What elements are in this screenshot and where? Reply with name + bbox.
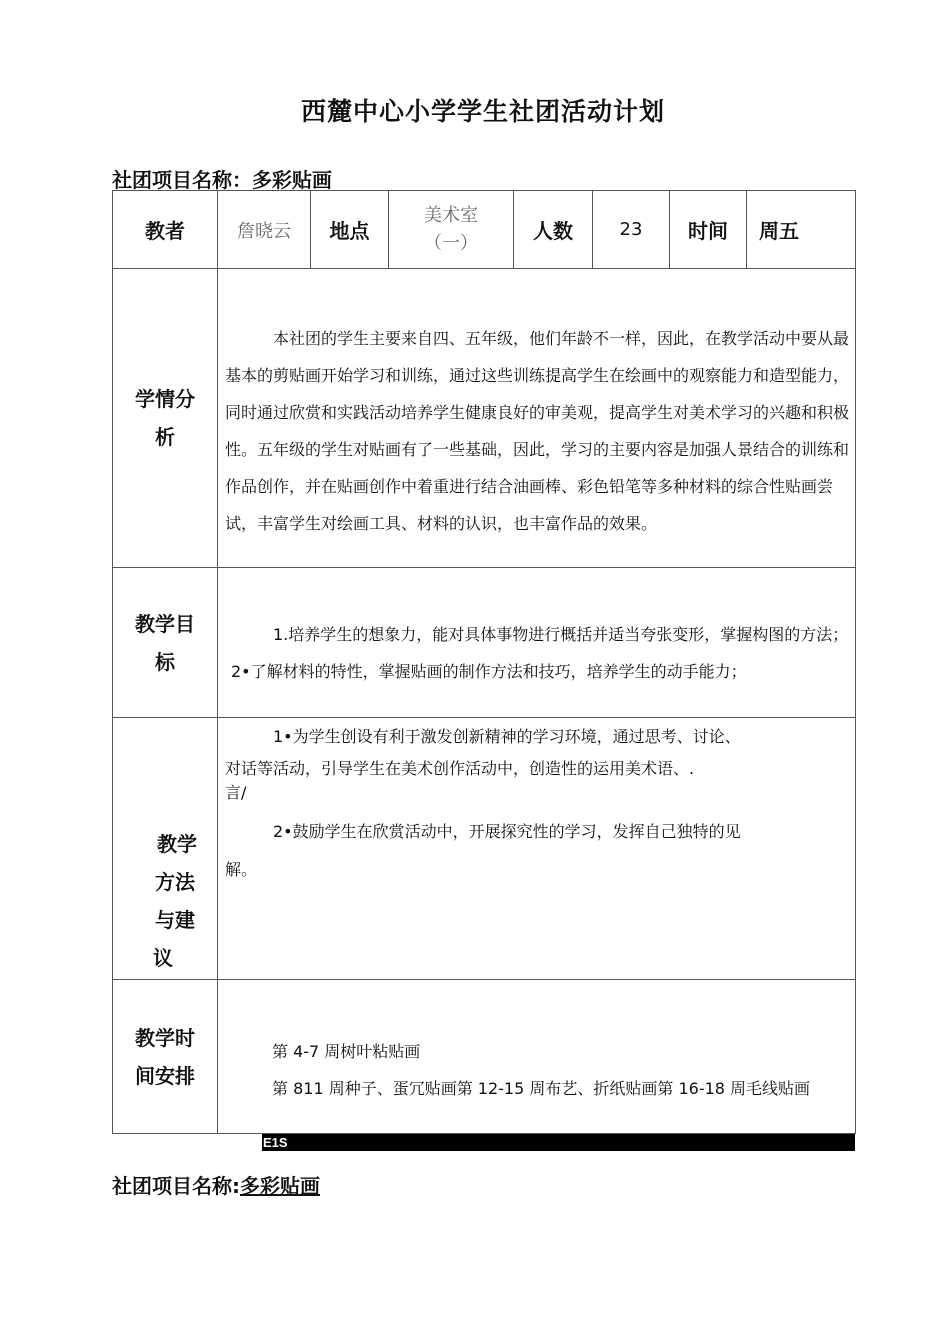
goals-label <box>113 568 218 718</box>
method-item-1-line2: 对话等活动，引导学生在美术创作活动中，创造性的运用美术语、. <box>225 759 695 778</box>
time-value: 周五 <box>747 191 856 269</box>
analysis-content <box>218 269 856 568</box>
time-label: 时间 <box>670 191 747 269</box>
methods-label-line4: 议 <box>153 946 173 970</box>
analysis-label <box>113 269 218 568</box>
goal-item-1: 1.培养学生的想象力，能对具体事物进行概括并适当夸张变形，掌握构图的方法； <box>273 624 849 644</box>
goals-content <box>218 568 856 718</box>
methods-label-line3: 与建 <box>155 908 195 932</box>
methods-label-line1: 教学 <box>157 832 197 856</box>
count-label: 人数 <box>514 191 593 269</box>
schedule-line-1: 第 4-7 周树叶粘贴画 <box>272 1041 421 1061</box>
goals-label-line2: 标 <box>155 649 175 674</box>
activity-plan-table <box>112 190 856 1134</box>
club-name-heading-bottom <box>112 1170 320 1199</box>
club-name-value-bottom: 多彩贴画 <box>240 1174 320 1198</box>
methods-row <box>113 718 856 980</box>
analysis-text: 本社团的学生主要来自四、五年级，他们年龄不一样，因此，在教学活动中要从最基本的剪贴画开始学习和训练，通过这些训练提高学生在绘画中的观察能力和造型能力，同时通过欣赏和实践活动培养学生健康良好的审美观，提高学生对美术学习的兴趣和积极性。五年级的学生对贴画有了一些基础，因此，学习的主要内容是加强人景结合的训练和作品创作，并在贴画创作中着重进行结合油画棒、彩色铅笔等多种材料的综合性贴画尝试，丰富学生对绘画工具、材料的认识，也丰富作品的效果。 <box>225 329 850 533</box>
analysis-row <box>113 269 856 568</box>
method-item-2-line1: 2•鼓励学生在欣赏活动中，开展探究性的学习，发挥自己独特的见 <box>273 822 741 841</box>
method-item-1-line1: 1•为学生创设有利于激发创新精神的学习环境，通过思考、讨论、 <box>273 727 741 746</box>
document-title: 西麓中心小学学生社团活动计划 <box>300 97 665 126</box>
schedule-label-line2: 间安排 <box>135 1063 195 1088</box>
schedule-label-line1: 教学时 <box>135 1025 195 1050</box>
schedule-content <box>218 980 856 1134</box>
method-item-2-line2: 解。 <box>225 860 258 879</box>
redaction-bar <box>262 1134 855 1151</box>
location-value <box>389 191 514 269</box>
location-value-line2: （一） <box>424 232 478 254</box>
goals-label-line1: 教学目 <box>135 611 195 636</box>
methods-label <box>113 718 218 980</box>
analysis-label-line1: 学情分 <box>135 387 195 411</box>
methods-label-line2: 方法 <box>155 870 195 894</box>
methods-content <box>218 718 856 980</box>
club-name-heading <box>112 164 332 193</box>
club-name-value: 多彩贴画 <box>252 168 332 192</box>
schedule-label <box>113 980 218 1134</box>
goals-row <box>113 568 856 718</box>
redaction-bar-text: E1S <box>263 1135 288 1150</box>
location-label: 地点 <box>311 191 389 269</box>
teacher-label: 教者 <box>113 191 218 269</box>
club-name-label: 社团项目名称： <box>112 168 252 192</box>
method-item-1-line3: 言/ <box>225 783 247 802</box>
header-row <box>113 191 856 269</box>
schedule-line-2: 第 811 周种子、蛋冗贴画第 12-15 周布艺、折纸贴画第 16-18 周毛线贴画 <box>272 1078 811 1098</box>
goal-item-2: 2•了解材料的特性，掌握贴画的制作方法和技巧，培养学生的动手能力； <box>231 661 747 681</box>
teacher-value: 詹晓云 <box>218 191 311 269</box>
analysis-label-line2: 析 <box>155 425 175 449</box>
club-name-label-bottom: 社团项目名称: <box>112 1174 240 1198</box>
location-value-line1: 美术室 <box>424 204 478 226</box>
count-value: 23 <box>593 191 670 269</box>
schedule-row <box>113 980 856 1134</box>
